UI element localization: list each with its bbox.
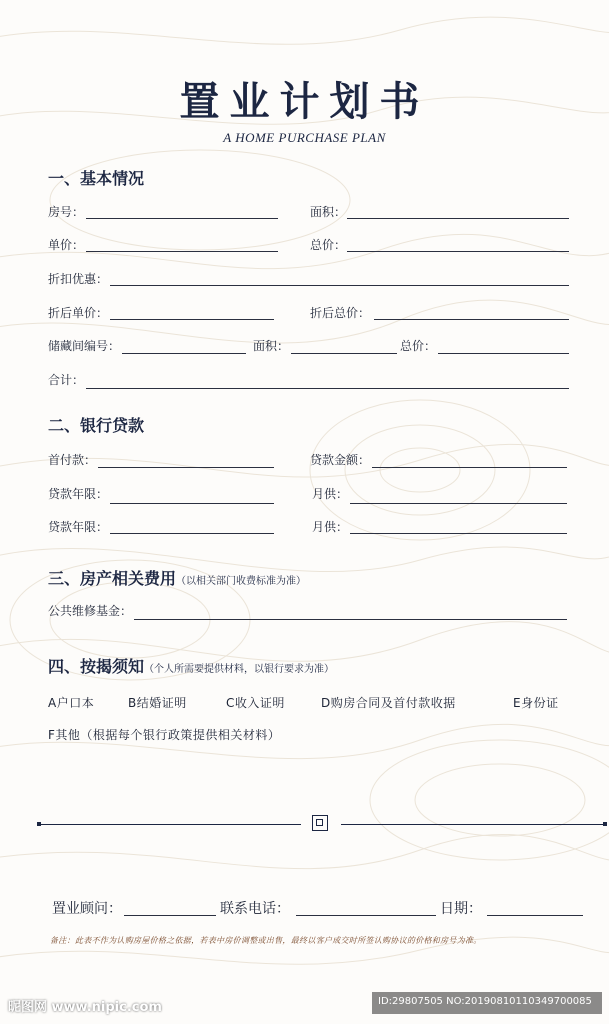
footnote: 备注：此表不作为认购房屋价格之依据，若表中房价调整或出售，最终以客户成交时所签认购协议的价格和房号为准。 <box>50 936 482 945</box>
storage-no-field[interactable] <box>122 353 246 354</box>
doc-d: D购房合同及首付款收据 <box>321 696 456 710</box>
maintenance-fund-label: 公共维修基金： <box>48 604 133 618</box>
consultant-field[interactable] <box>124 915 216 916</box>
monthly-field-1[interactable] <box>350 503 567 504</box>
watermark-logo: 昵图网 www.nipic.com <box>8 1000 162 1015</box>
section3-title: 三、房产相关费用 <box>48 569 177 588</box>
phone-field[interactable] <box>296 915 436 916</box>
loan-years-field-2[interactable] <box>110 533 274 534</box>
divider-line-left <box>39 824 301 825</box>
disc-total-price-label: 折后总价： <box>310 306 371 320</box>
seal-icon <box>312 815 328 831</box>
section4-note: （个人所需要提供材料，以银行要求为准） <box>144 664 335 675</box>
section3-heading <box>48 566 306 589</box>
page-title: 置业计划书 <box>179 78 430 125</box>
storage-area-label: 面积： <box>253 339 290 353</box>
area-field[interactable] <box>347 218 569 219</box>
doc-a: A户口本 <box>48 696 95 710</box>
monthly-label-1: 月供： <box>312 487 349 501</box>
doc-e: E身份证 <box>513 696 559 710</box>
down-payment-label: 首付款： <box>48 453 97 467</box>
page-subtitle: A HOME PURCHASE PLAN <box>223 130 386 145</box>
section3-note: （以相关部门收费标准为准） <box>176 576 307 587</box>
loan-years-field-1[interactable] <box>110 503 274 504</box>
total-price-label: 总价： <box>310 238 347 252</box>
loan-amount-label: 贷款金额： <box>310 453 371 467</box>
divider-dot-right <box>603 822 607 826</box>
unit-price-label: 单价： <box>48 238 85 252</box>
sum-field[interactable] <box>86 388 569 389</box>
loan-amount-field[interactable] <box>372 467 567 468</box>
section4-heading <box>48 654 334 677</box>
section4-title: 四、按揭须知 <box>48 657 145 676</box>
unit-price-field[interactable] <box>86 251 278 252</box>
date-field[interactable] <box>487 915 583 916</box>
section1-heading: 一、基本情况 <box>48 169 145 188</box>
doc-f: F其他（根据每个银行政策提供相关材料） <box>48 728 281 742</box>
consultant-label: 置业顾问： <box>52 901 122 917</box>
maintenance-fund-field[interactable] <box>134 619 567 620</box>
storage-area-field[interactable] <box>291 353 397 354</box>
phone-label: 联系电话： <box>220 901 290 917</box>
discount-field[interactable] <box>110 285 569 286</box>
date-label: 日期： <box>440 901 482 917</box>
area-label: 面积： <box>310 205 347 219</box>
sum-label: 合计： <box>48 373 85 387</box>
storage-no-label: 储藏间编号： <box>48 339 121 353</box>
down-payment-field[interactable] <box>98 467 274 468</box>
divider-line-right <box>341 824 605 825</box>
doc-c: C收入证明 <box>226 696 285 710</box>
disc-unit-price-label: 折后单价： <box>48 306 109 320</box>
section2-heading: 二、银行贷款 <box>48 416 145 435</box>
loan-years-label-2: 贷款年限： <box>48 520 109 534</box>
storage-total-label: 总价： <box>400 339 437 353</box>
storage-total-field[interactable] <box>438 353 569 354</box>
room-no-label: 房号： <box>48 205 85 219</box>
disc-total-price-field[interactable] <box>374 319 569 320</box>
watermark-id: ID:29807505 NO:20190810110349700085 <box>378 996 592 1007</box>
loan-years-label-1: 贷款年限： <box>48 487 109 501</box>
discount-label: 折扣优惠： <box>48 272 109 286</box>
total-price-field[interactable] <box>347 251 569 252</box>
room-no-field[interactable] <box>86 218 278 219</box>
disc-unit-price-field[interactable] <box>110 319 274 320</box>
doc-b: B结婚证明 <box>128 696 187 710</box>
monthly-label-2: 月供： <box>312 520 349 534</box>
monthly-field-2[interactable] <box>350 533 567 534</box>
